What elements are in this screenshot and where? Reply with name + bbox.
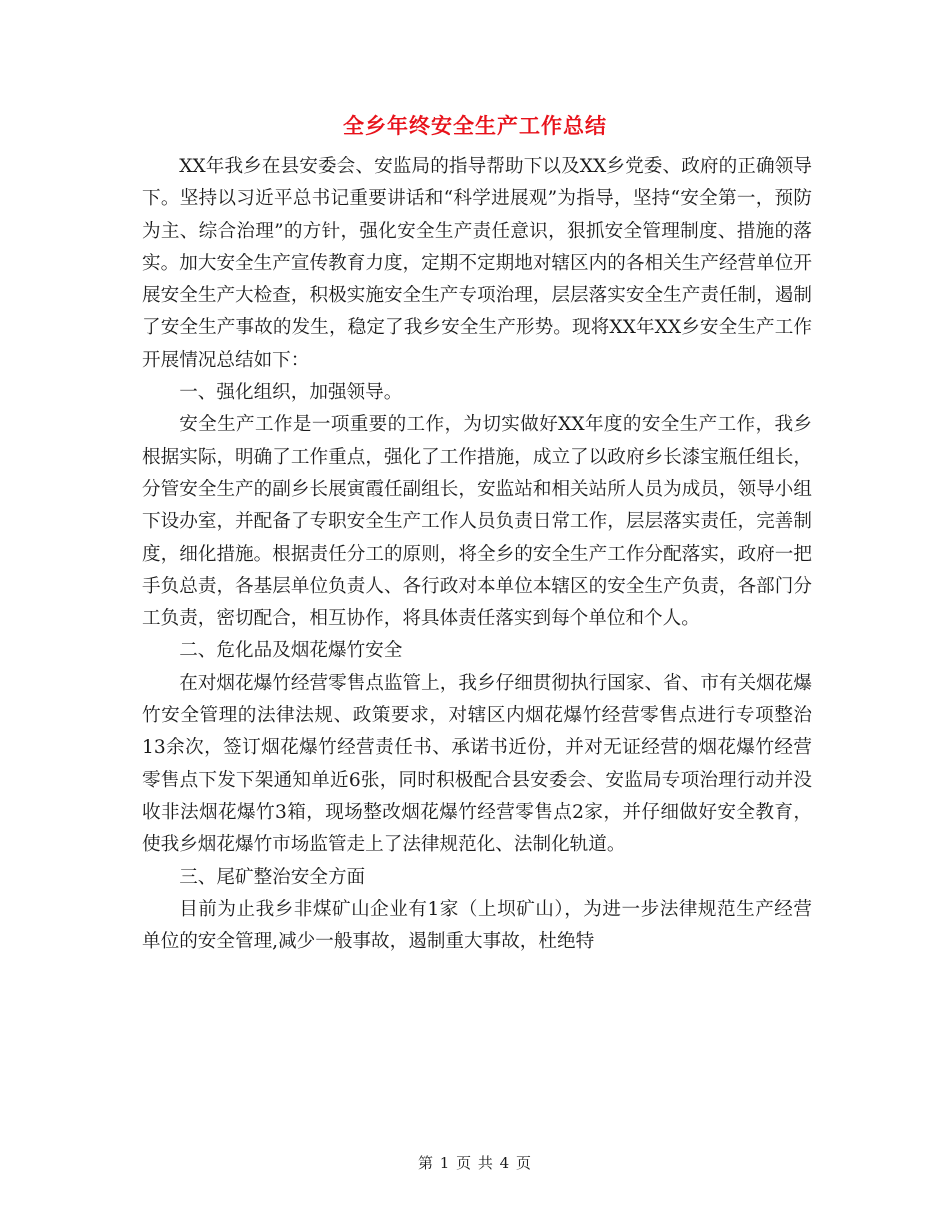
document-title: 全乡年终安全生产工作总结 — [343, 114, 607, 138]
section-heading-3: 三、尾矿整治安全方面 — [179, 866, 366, 888]
paragraph-section-2: 在对烟花爆竹经营零售点监管上，我乡仔细贯彻执行国家、省、市有关烟花爆竹安全管理的法律法规、政策要求，对辖区内烟花爆竹经营零售点进行专项整治13余次，签订烟花爆竹经营责任书、承诺书近份，并对无证经营的烟花爆竹经营零售点下发下架通知单近6张，同时积极配合县安委会、安监局专项治理行动并没收非法烟花爆竹3箱，现场整改烟花爆竹经营零售点2家，并仔细做好安全教育，使我乡烟花爆竹市场监管走上了法律规范化、法制化轨道。 — [142, 672, 812, 856]
paragraph-section-1: 安全生产工作是一项重要的工作，为切实做好XX年度的安全生产工作，我乡根据实际，明确了工作重点，强化了工作措施，成立了以政府乡长漆宝瓶任组长，分管安全生产的副乡长展寅霞任副组长，安监站和相关站所人员为成员，领导小组下设办室，并配备了专职安全生产工作人员负责日常工作，层层落实责任，完善制度，细化措施。根据责任分工的原则，将全乡的安全生产工作分配落实，政府一把手负总责，各基层单位负责人、各行政对本单位本辖区的安全生产负责，各部门分工负责，密切配合，相互协作，将具体责任落实到每个单位和个人。 — [142, 414, 812, 630]
document-body — [142, 151, 812, 958]
section-heading-2: 二、危化品及烟花爆竹安全 — [179, 640, 403, 662]
paragraph-section-3: 目前为止我乡非煤矿山企业有1家（上坝矿山），为进一步法律规范生产经营单位的安全管理,减少一般事故，遏制重大事故，杜绝特 — [142, 898, 812, 953]
section-heading-1: 一、强化组织，加强领导。 — [179, 382, 403, 404]
paragraph-intro: XX年我乡在县安委会、安监局的指导帮助下以及XX乡党委、政府的正确领导下。坚持以习近平总书记重要讲话和“科学进展观”为指导，坚持“安全第一，预防为主、综合治理”的方针，强化安全生产责任意识，狠抓安全管理制度、措施的落实。加大安全生产宣传教育力度，定期不定期地对辖区内的各相关生产经营单位开展安全生产大检查，积极实施安全生产专项治理，层层落实安全生产责任制，遏制了安全生产事故的发生，稳定了我乡安全生产形势。现将XX年XX乡安全生产工作开展情况总结如下： — [142, 156, 812, 371]
page-number-footer: 第 1 页 共 4 页 — [418, 1154, 532, 1172]
